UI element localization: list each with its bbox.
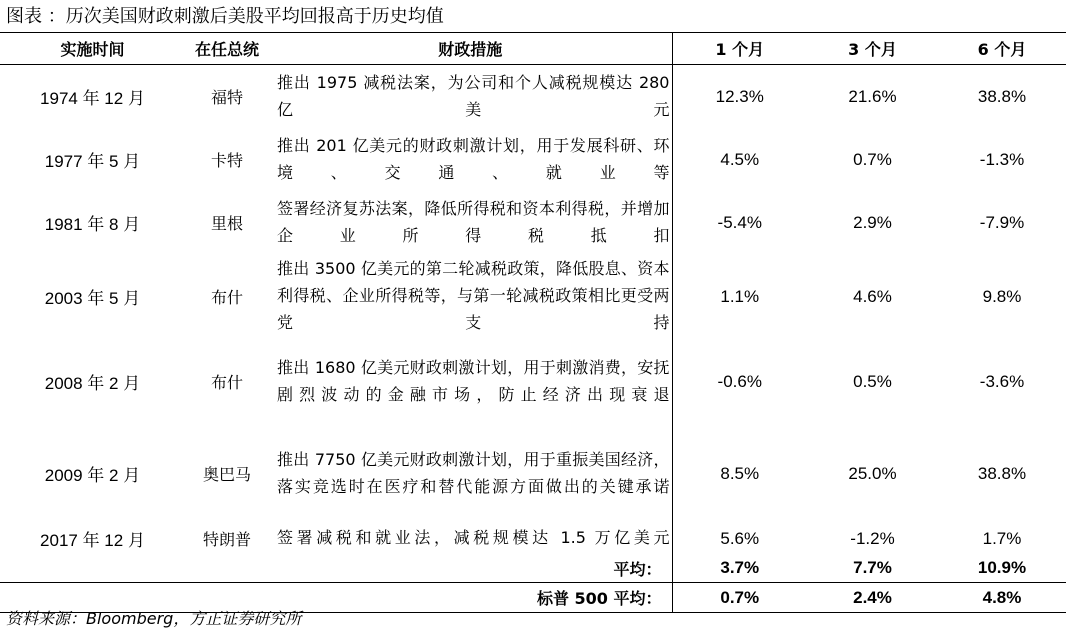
source-note: 资料来源：Bloomberg，方正证券研究所 xyxy=(6,609,302,628)
figure-title: 图表 ：历次美国财政刺激后美股平均回报高于历史均值 xyxy=(6,6,444,27)
president-cell: 福特 xyxy=(210,88,243,108)
return-3m-cell: 21.6% xyxy=(848,86,897,106)
return-6m-cell: 38.8% xyxy=(977,86,1027,106)
return-1m-cell: -5.4% xyxy=(672,191,807,255)
return-3m-cell: 0.5% xyxy=(853,371,892,391)
period-cell: 2003 年 5 月 xyxy=(44,289,141,308)
header-period: 实施时间 xyxy=(0,33,185,65)
average-1m-cell: 3.7% xyxy=(672,555,807,583)
average-row xyxy=(0,555,1066,583)
return-6m-cell: 9.8% xyxy=(982,286,1022,306)
return-1m-cell: 4.5% xyxy=(672,129,807,191)
average-6m-cell: 10.9% xyxy=(977,558,1027,578)
measure-cell xyxy=(269,523,672,555)
return-3m-cell: -1.2% xyxy=(850,528,895,548)
measure-text: 推出 1975 减税法案，为公司和个人减税规模达 280 亿美元 xyxy=(277,72,670,119)
president-cell: 卡特 xyxy=(210,151,243,170)
header-6-month: 6 个月 xyxy=(938,33,1066,65)
header-row xyxy=(0,33,1066,65)
measure-text: 推出 7750 亿美元财政刺激计划，用于重振美国经济，落实竞选时在医疗和替代能源方面做出的关键承诺 xyxy=(277,449,670,496)
measure-cell xyxy=(269,255,672,339)
return-6m-cell: -7.9% xyxy=(979,212,1025,232)
average-label: 平均： xyxy=(613,559,662,579)
president-cell: 特朗普 xyxy=(202,530,251,549)
sp500-average-3m-cell: 2.4% xyxy=(807,583,938,613)
measure-text: 签署减税和就业法，减税规模达 1.5 万亿美元 xyxy=(277,528,670,547)
return-6m-cell: -3.6% xyxy=(979,371,1025,391)
table-row xyxy=(0,255,1066,339)
period-cell: 1981 年 8 月 xyxy=(44,215,141,234)
measure-text: 推出 201 亿美元的财政刺激计划，用于发展科研、环境、交通、就业等 xyxy=(277,135,670,182)
header-1-month: 1 个月 xyxy=(672,33,807,65)
return-3m-cell: 2.9% xyxy=(853,212,892,232)
header-president: 在任总统 xyxy=(185,33,269,65)
table-row xyxy=(0,129,1066,191)
return-1m-cell: -0.6% xyxy=(672,339,807,425)
measure-cell xyxy=(269,425,672,523)
table-row xyxy=(0,339,1066,425)
return-1m-cell: 5.6% xyxy=(672,523,807,555)
table-row xyxy=(0,425,1066,523)
return-6m-cell: -1.3% xyxy=(979,149,1025,169)
sp500-average-label: 标普 500 平均： xyxy=(0,583,672,613)
return-6m-cell: 1.7% xyxy=(982,528,1022,548)
period-cell: 2009 年 2 月 xyxy=(44,466,141,485)
return-3m-cell: 0.7% xyxy=(853,149,892,169)
measure-text: 签署经济复苏法案，降低所得税和资本利得税，并增加企业所得税抵扣 xyxy=(277,198,670,245)
period-cell: 1977 年 5 月 xyxy=(44,152,141,171)
president-cell: 奥巴马 xyxy=(202,465,251,484)
measure-text: 推出 3500 亿美元的第二轮减税政策，降低股息、资本利得税、企业所得税等，与第一轮减税政策相比更受两党支持 xyxy=(277,259,670,332)
table-row xyxy=(0,523,1066,555)
table-row xyxy=(0,191,1066,255)
measure-cell xyxy=(269,129,672,191)
average-3m-cell: 7.7% xyxy=(853,558,892,578)
header-measure: 财政措施 xyxy=(269,33,672,65)
measure-text: 推出 1680 亿美元财政刺激计划，用于刺激消费，安抚剧烈波动的金融市场，防止经济出现衰退 xyxy=(277,357,670,404)
return-1m-cell: 1.1% xyxy=(672,255,807,339)
table-row xyxy=(0,65,1066,129)
return-1m-cell: 12.3% xyxy=(672,65,807,129)
measure-cell xyxy=(269,339,672,425)
return-3m-cell: 25.0% xyxy=(848,463,897,483)
measure-cell xyxy=(269,65,672,129)
period-cell: 2017 年 12 月 xyxy=(40,531,145,550)
period-cell: 1974 年 12 月 xyxy=(40,89,145,109)
period-cell: 2008 年 2 月 xyxy=(44,374,141,393)
return-1m-cell: 8.5% xyxy=(672,425,807,523)
president-cell: 里根 xyxy=(210,214,243,233)
sp500-average-6m-cell: 4.8% xyxy=(938,583,1066,613)
president-cell: 布什 xyxy=(210,288,243,307)
sp500-average-1m-cell: 0.7% xyxy=(672,583,807,613)
return-6m-cell: 38.8% xyxy=(977,463,1027,483)
fiscal-stimulus-table xyxy=(0,32,1066,613)
return-3m-cell: 4.6% xyxy=(853,286,892,306)
measure-cell xyxy=(269,191,672,255)
header-3-month: 3 个月 xyxy=(807,33,938,65)
president-cell: 布什 xyxy=(210,373,243,392)
